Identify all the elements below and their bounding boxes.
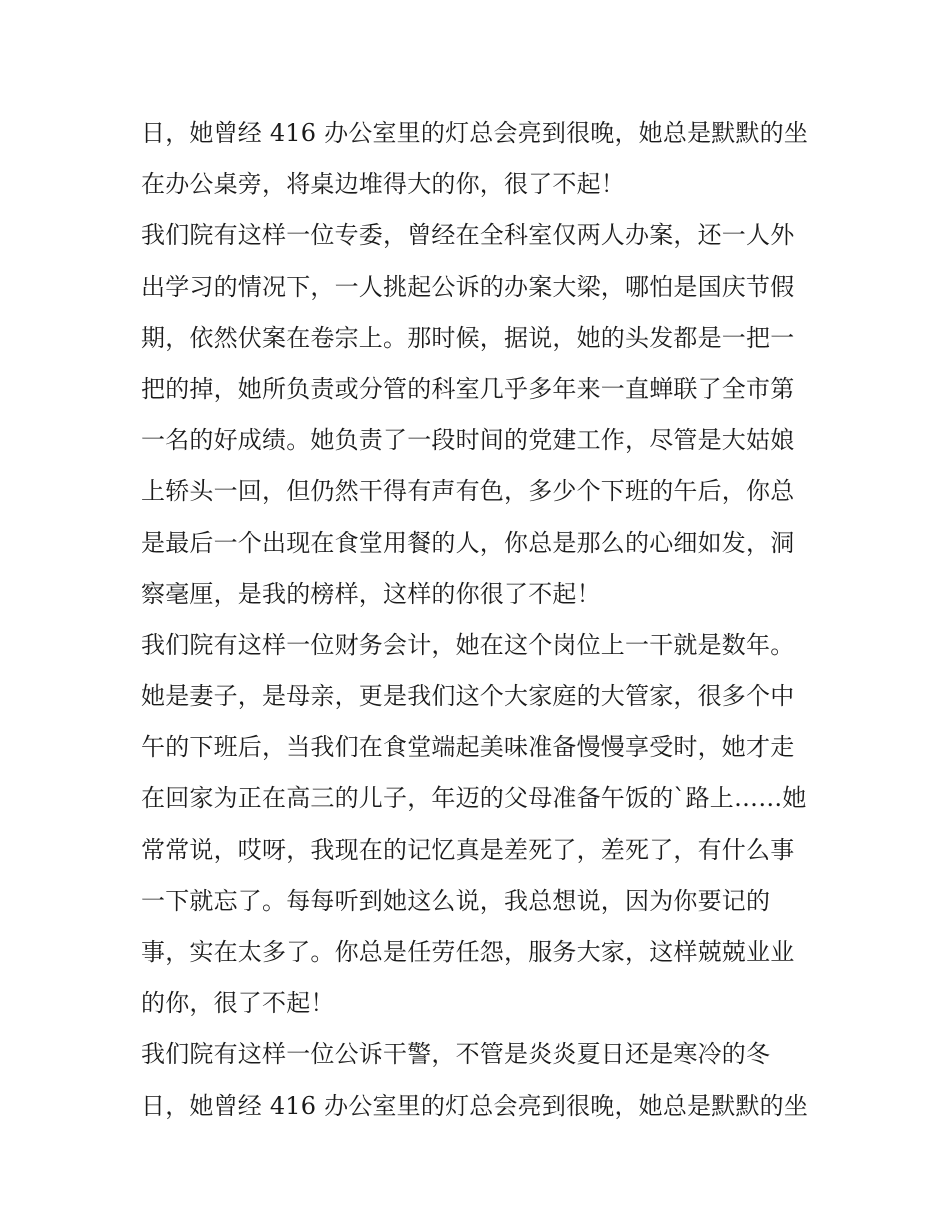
text-line-2: 在办公桌旁，将桌边堆得大的你，很了不起！ [141, 170, 625, 199]
text-line-18: 的你，很了不起！ [141, 989, 335, 1018]
text-line-17: 事，实在太多了。你总是任劳任怨，服务大家，这样兢兢业业 [141, 938, 795, 966]
text-line-1: 日，她曾经 416 办公室里的灯总会亮到很晚，她总是默默的坐 [141, 119, 809, 147]
text-line-12: 她是妻子，是母亲，更是我们这个大家庭的大管家，很多个中 [141, 682, 795, 711]
text-line-10: 察毫厘，是我的榜样，这样的你很了不起！ [141, 579, 601, 608]
text-line-13: 午的下班后，当我们在食堂端起美味准备慢慢享受时，她才走 [141, 733, 795, 762]
text-line-11: 我们院有这样一位财务会计，她在这个岗位上一干就是数年。 [141, 630, 795, 659]
text-line-6: 把的掉，她所负责或分管的科室几乎多年来一直蝉联了全市第 [141, 374, 795, 403]
text-line-16: 一下就忘了。每每听到她这么说，我总想说，因为你要记的 [141, 886, 771, 915]
text-line-8: 上轿头一回，但仍然干得有声有色，多少个下班的午后，你总 [141, 477, 795, 506]
text-line-14: 在回家为正在高三的儿子，年迈的父母准备午饭的`路上……她 [141, 784, 807, 813]
text-line-9: 是最后一个出现在食堂用餐的人，你总是那么的心细如发，洞 [141, 528, 795, 557]
text-line-15: 常常说，哎呀，我现在的记忆真是差死了，差死了，有什么事 [141, 835, 795, 864]
text-line-5: 期，依然伏案在卷宗上。那时候，据说，她的头发都是一把一 [141, 323, 795, 352]
text-line-3: 我们院有这样一位专委，曾经在全科室仅两人办案，还一人外 [141, 221, 795, 250]
text-line-19: 我们院有这样一位公诉干警，不管是炎炎夏日还是寒冷的冬 [141, 1040, 771, 1069]
text-line-7: 一名的好成绩。她负责了一段时间的党建工作，尽管是大姑娘 [141, 426, 795, 455]
text-line-20: 日，她曾经 416 办公室里的灯总会亮到很晚，她总是默默的坐 [141, 1091, 809, 1120]
text-line-4: 出学习的情况下，一人挑起公诉的办案大梁，哪怕是国庆节假 [141, 272, 795, 301]
body-text [141, 108, 821, 1132]
